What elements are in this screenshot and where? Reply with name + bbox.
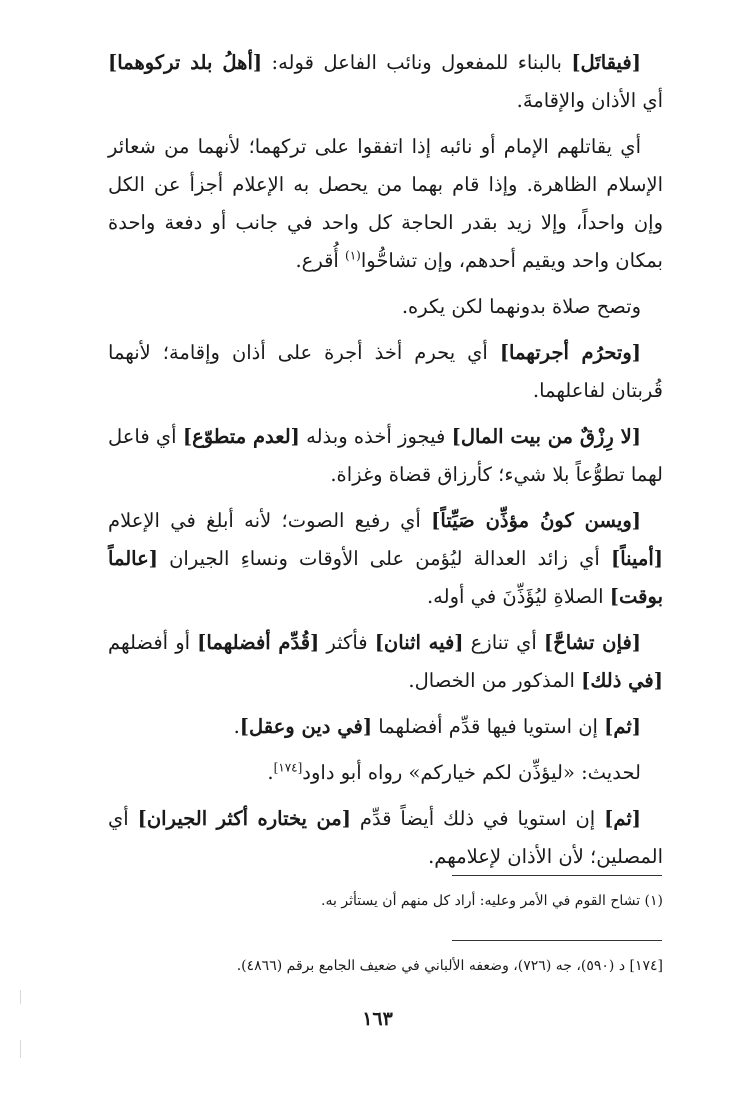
paragraph (108, 334, 663, 410)
text-run: أي تنازع (463, 631, 544, 654)
text-run: الصلاةِ ليُؤَذِّنَ في أوله. (426, 585, 610, 608)
text-run: . (267, 761, 274, 784)
text-run: بالبناء للمفعول ونائب الفاعل قوله: (262, 51, 572, 74)
bold-text: [في ذلك] (581, 669, 663, 692)
text-run: أي فاعل لهما تطوُّعاً بلا شيء؛ كأرزاق قضاة وغزاة. (108, 425, 663, 486)
bold-text: [أهلُ بلد تركوهما] (108, 51, 263, 74)
paragraph (108, 624, 663, 700)
footnote-1: (١) تشاح القوم في الأمر وعليه: أراد كل منهم أن يستأثر به. (321, 893, 663, 909)
text-run: أي المصلين؛ لأن الأذان لإعلامهم. (108, 807, 663, 868)
main-text (108, 44, 663, 884)
text-run: أي الأذان والإقامةَ. (516, 89, 663, 112)
text-run: أي زائد العدالة ليُؤمن على الأوقات ونساءِ الجيران (157, 547, 611, 570)
text-run: أي رفيع الصوت؛ لأنه أبلغ في الإعلام (108, 509, 432, 532)
paragraph (108, 44, 663, 120)
bold-text: [فإن تشاحَّ] (543, 631, 641, 654)
text-run: أو أفضلهم (108, 631, 198, 654)
footnote-marker: [١٧٤] (273, 760, 303, 775)
text-run: لحديث: «ليؤذِّن لكم خياركم» رواه أبو داود (302, 761, 641, 784)
bold-text: [لعدم متطوّع] (182, 425, 300, 448)
paragraph (108, 800, 663, 876)
bold-text: [عالماً بوقت] (108, 547, 663, 608)
bold-text: [فيه اثنان] (374, 631, 464, 654)
bold-text: [أميناً] (610, 547, 663, 570)
page-number: ١٦٣ (362, 1008, 393, 1030)
bold-text: [وتحرُم أجرتهما] (499, 341, 641, 364)
paragraph (108, 128, 663, 280)
text-run: أي يقاتلهم الإمام أو نائبه إذا اتفقوا على تركهما؛ لأنهما من شعائر الإسلام الظاهرة. وإذا قام بهما من يحصل به الإعلام أجزأ عن الكل وإن واحداً، وإلا زيد بقدر الحاجة كل واحد في جانب أو دفعة واحدة بمكان واحد ويقيم أحدهم، وإن تشاحُّوا (108, 135, 663, 272)
bold-text: [من يختاره أكثر الجيران] (137, 807, 351, 830)
footnote-marker: (١) (345, 248, 361, 263)
text-run: إن استويا في ذلك أيضاً قدِّم (350, 807, 605, 830)
bold-text: [ثم] (604, 807, 641, 830)
page-edge-mark (20, 990, 21, 1004)
page-edge-mark (20, 1040, 21, 1058)
bold-text: [في دين وعقل] (239, 715, 373, 738)
paragraph (108, 418, 663, 494)
text-run: أُقرع. (295, 249, 346, 272)
bold-text: [قُدِّم أفضلهما] (197, 631, 320, 654)
paragraph (108, 502, 663, 616)
text-run: . (233, 715, 240, 738)
footnote-2: [١٧٤] د (٥٩٠)، جه (٧٢٦)، وضعفه الألباني في ضعيف الجامع برقم (٤٨٦٦). (236, 958, 663, 974)
bold-text: [ويسن كونُ مؤذِّن صَيِّتاً] (431, 509, 641, 532)
bold-text: [ثم] (604, 715, 641, 738)
paragraph (108, 708, 663, 746)
text-run: إن استويا فيها قدِّم أفضلهما (372, 715, 605, 738)
text-run: وتصح صلاة بدونهما لكن يكره. (401, 295, 641, 318)
text-run: فيجوز أخذه وبذله (299, 425, 452, 448)
bold-text: [لا رِزْقٌ من بيت المال] (451, 425, 642, 448)
paragraph (108, 288, 663, 326)
paragraph (108, 754, 663, 792)
text-run: أي يحرم أخذ أجرة على أذان وإقامة؛ لأنهما قُربتان لفاعلهما. (108, 341, 663, 402)
bold-text: [فيقاتَل] (571, 51, 641, 74)
text-run: فأكثر (319, 631, 375, 654)
text-run: المذكور من الخصال. (408, 669, 582, 692)
footnote-rule-2 (452, 940, 662, 941)
footnote-rule-1 (452, 875, 662, 876)
